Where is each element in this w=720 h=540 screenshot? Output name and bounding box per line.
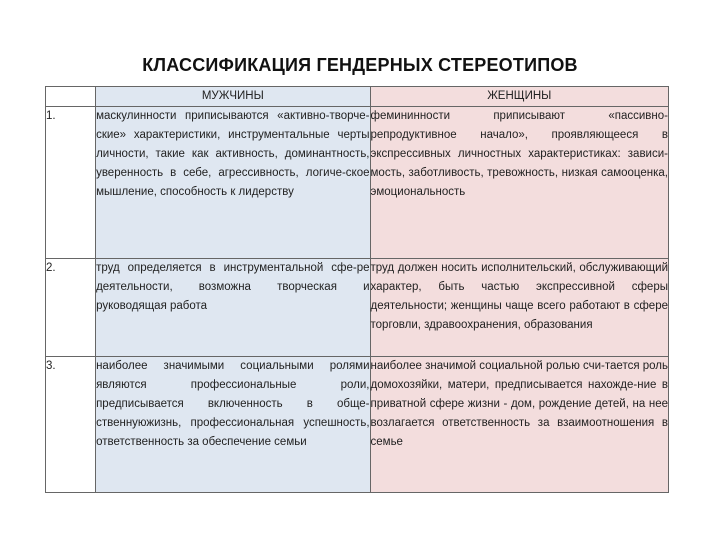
table-row <box>46 107 669 259</box>
page-title: КЛАССИФИКАЦИЯ ГЕНДЕРНЫХ СТЕРЕОТИПОВ <box>142 55 578 75</box>
men-cell: наиболее значимыми социальными ролями являются профессиональные роли, предписывается включенность в обще-ственнуюжизнь, профессиональная успешность, ответственность за обеспечение семьи <box>96 357 370 493</box>
header-number-cell <box>46 87 96 107</box>
women-cell: труд должен носить исполнительский, обслуживающий характер, быть частью экспрессивной сферы деятельности; женщины чаще всего работают в сфере торговли, здравоохранения, образования <box>370 259 668 357</box>
table-header-row <box>46 87 669 107</box>
men-cell: труд определяется в инструментальной сфе-ре деятельности, возможна творческая и руководящая работа <box>96 259 370 357</box>
row-number: 3. <box>46 357 96 493</box>
women-cell: фемининности приписывают «пассивно-репродуктивное начало», проявляющееся в экспрессивных личностных характеристиках: зависи-мость, заботливость, тревожность, низкая самооценка, эмоциональность <box>370 107 668 259</box>
table-row <box>46 357 669 493</box>
header-women: ЖЕНЩИНЫ <box>370 87 668 107</box>
row-number: 1. <box>46 107 96 259</box>
table-row <box>46 259 669 357</box>
stereotypes-table <box>45 86 669 493</box>
header-men: МУЖЧИНЫ <box>96 87 370 107</box>
men-cell: маскулинности приписываются «активно-творче-ские» характеристики, инструментальные черты личности, такие как активность, доминантность, уверенность в себе, агрессивность, логиче-ское мышление, способность к лидерству <box>96 107 370 259</box>
women-cell: наиболее значимой социальной ролью счи-тается роль домохозяйки, матери, предписывается нахожде-ние в приватной сфере жизни - дом, рождение детей, на нее возлагается ответственность за взаимоотношения в семье <box>370 357 668 493</box>
row-number: 2. <box>46 259 96 357</box>
